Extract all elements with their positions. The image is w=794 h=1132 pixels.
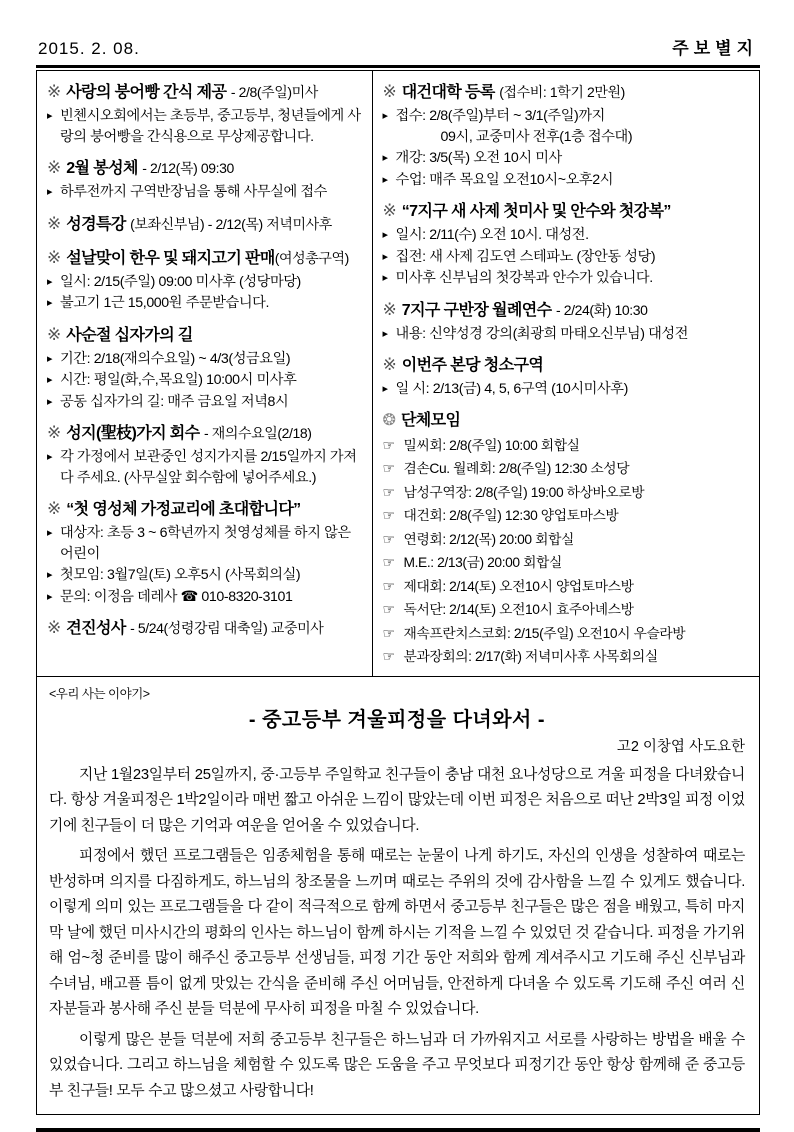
announcement-title: 2월 봉성체 (66, 160, 138, 177)
story-paragraph: 지난 1월23일부터 25일까지, 중·고등부 주일학교 친구들이 충남 대천 요나성당으로 겨울 피정을 다녀왔습니다. 항상 겨울피정은 1박2일이라 매번 짧고 아쉬운 느낌이 많았는데 이번 피정은 처음으로 떠난 2박3일 피정 이었기에 친구들이 더 많은 기억과 여운을 얻어올 수 있었습니다. (49, 766, 745, 834)
triangle-bullet-icon: ▸ (47, 110, 53, 122)
pointing-finger-icon: ☞ (382, 648, 395, 664)
left-column (37, 71, 373, 676)
triangle-bullet-icon: ▸ (382, 110, 388, 122)
story-section (37, 676, 759, 1115)
bullet-text: 빈첸시오회에서는 초등부, 중고등부, 청년들에게 사랑의 붕어빵을 간식용으로 무상제공합니다. (60, 108, 361, 145)
group-meeting-row (383, 599, 749, 621)
announcement-title: 견진성사 (66, 620, 126, 637)
announcement-title: “7지구 새 사제 첫미사 및 안수와 첫강복” (401, 203, 671, 220)
pointing-finger-icon: ☞ (382, 436, 395, 453)
triangle-bullet-icon: ▸ (47, 186, 53, 198)
story-section-tag: <우리 사는 이야기> (49, 686, 150, 701)
triangle-bullet-icon: ▸ (382, 383, 388, 395)
pointing-finger-icon: ☞ (382, 460, 395, 476)
announcement-item (383, 298, 749, 345)
announcement-title: 설날맞이 한우 및 돼지고기 판매 (66, 249, 275, 267)
bullet-text: 시간: 평일(화,수,목요일) 10:00시 미사후 (60, 372, 297, 388)
group-meetings-section (383, 409, 749, 668)
bullet-text: 대상자: 초등 3 ~ 6학년까지 첫영성체를 하지 않은 어린이 (60, 525, 351, 562)
story-title: - 중고등부 겨울피정을 다녀와서 - (248, 708, 546, 731)
triangle-bullet-icon: ▸ (382, 229, 388, 241)
reference-mark-icon: ※ (47, 324, 62, 344)
announcement-detail: - 2/12(목) 09:30 (142, 160, 234, 176)
triangle-bullet-icon: ▸ (47, 352, 53, 365)
triangle-bullet-icon: ▸ (382, 272, 388, 284)
group-meeting-row (383, 482, 749, 504)
group-meeting-row (383, 458, 749, 480)
triangle-bullet-icon: ▸ (382, 152, 388, 164)
reference-mark-icon: ※ (47, 499, 62, 518)
bullet-text: 기간: 2/18(재의수요일) ~ 4/3(성금요일) (60, 350, 291, 367)
story-paragraph: 피정에서 했던 프로그램들은 임종체험을 통해 때로는 눈물이 나게 하기도, 자신의 인생을 성찰하여 때로는 반성하며 의지를 다짐하게도, 하느님의 창조물을 느끼며 때로는 주위의 것에 감사함을 느낄 수 있게도 했습니다. 이렇게 의미 있는 프로그램들을 다 같이 적극적으로 함께 하면서 중고등부 친구들은 많은 점을 배웠고, 특히 마지막 날에 했던 미사시간의 평화의 인사는 하느님이 함께 하시는 기적을 느낄 수 있었던 것 같습니다. 피정을 가기위해 엄~청 준비를 많이 해주신 중고등부 선생님들, 피정 기간 동안 저희와 함께 계셔주시고 기도해 주신 신부님과 수녀님, 배고플 틈이 없게 맛있는 간식을 준비해 주신 어머님들, 안전하게 다녀올 수 있도록 기도해 주신 여러 신자분들과 봉사해 주신 분들 덕분에 무사히 피정을 마칠 수 있었습니다. (49, 848, 745, 1017)
pointing-finger-icon: ☞ (382, 601, 395, 617)
triangle-bullet-icon: ▸ (382, 173, 388, 186)
reference-mark-icon: ※ (47, 423, 62, 442)
pointing-finger-icon: ☞ (382, 530, 395, 547)
triangle-bullet-icon: ▸ (47, 451, 53, 463)
story-paragraph: 이렇게 많은 분들 덕분에 저희 중고등부 친구들은 하느님과 더 가까워지고 서로를 사랑하는 방법을 배울 수 있었습니다. 그리고 하느님을 체험할 수 있도록 많은 도움을 주고 무엇보다 피정기간 동안 항상 함께해 준 중고등부 친구들! 모두 수고 많으셨고 사랑합니다! (49, 1031, 745, 1099)
bullet-text: 하루전까지 구역반장님을 통해 사무실에 접수 (60, 184, 327, 200)
announcement-item (47, 616, 362, 641)
reference-mark-icon: ※ (47, 158, 62, 177)
announcement-detail: - 5/24(성령강림 대축일) 교중미사 (130, 620, 324, 636)
triangle-bullet-icon: ▸ (47, 395, 53, 408)
story-byline: 고2 이창엽 사도요한 (616, 738, 745, 755)
announcement-title: 사랑의 붕어빵 간식 제공 (66, 84, 227, 101)
bullet-text: 일 시: 2/13(금) 4, 5, 6구역 (10시미사후) (395, 381, 628, 397)
announcement-title: 대건대학 등록 (401, 84, 495, 101)
triangle-bullet-icon: ▸ (47, 569, 53, 581)
group-meeting-text: 남성구역장: 2/8(주일) 19:00 하상바오로방 (403, 484, 645, 500)
group-meeting-text: M.E.: 2/13(금) 20:00 회합실 (403, 555, 562, 570)
issue-date: 2015. 2. 08. (38, 39, 140, 58)
bullet-text: 첫모임: 3월7일(토) 오후5시 (사목회의실) (60, 567, 301, 583)
bullet-text: 접수: 2/8(주일)부터 ~ 3/1(주일)까지 (395, 108, 605, 124)
reference-mark-icon: ※ (47, 213, 62, 233)
announcement-item (47, 80, 362, 147)
bullet-text: 집전: 새 사제 김도연 스테파노 (장안동 성당) (395, 248, 656, 265)
bullet-text: 일시: 2/11(수) 오전 10시. 대성전. (395, 227, 589, 243)
radial-burst-icon: ❂ (382, 411, 396, 429)
bulletin-box (36, 70, 760, 1115)
reference-mark-icon: ※ (47, 247, 62, 267)
group-meeting-row (383, 435, 749, 457)
pointing-finger-icon: ☞ (382, 507, 395, 523)
group-meeting-text: 분과장회의: 2/17(화) 저녁미사후 사목회의실 (403, 649, 658, 664)
triangle-bullet-icon: ▸ (47, 374, 53, 386)
announcement-title: 이번주 본당 청소구역 (401, 357, 544, 374)
bullet-continuation: 09시, 교중미사 전후(1층 접수대) (440, 128, 633, 145)
group-meeting-text: 독서단: 2/14(토) 오전10시 효주아녜스방 (403, 602, 634, 617)
announcement-title: 성경특강 (66, 215, 126, 233)
announcement-title: 성지(聖枝)가지 회수 (66, 425, 200, 442)
announcement-title: 사순절 십자가의 길 (66, 326, 193, 344)
announcement-title: 7지구 구반장 월례연수 (401, 301, 552, 319)
bullet-text: 수업: 매주 목요일 오전10시~오후2시 (395, 171, 614, 188)
group-meeting-row (383, 529, 749, 551)
bullet-text: 개강: 3/5(목) 오전 10시 미사 (395, 150, 562, 166)
pointing-finger-icon: ☞ (382, 554, 395, 570)
announcement-detail: (접수비: 1학기 2만원) (499, 84, 625, 100)
reference-mark-icon: ※ (47, 82, 62, 101)
group-meeting-row (383, 505, 749, 527)
pointing-finger-icon: ☞ (382, 483, 395, 500)
bottom-thick-rule (36, 1128, 760, 1132)
announcement-item (383, 199, 749, 289)
bullet-text: 각 가정에서 보관중인 성지가지를 2/15일까지 가져다 주세요. (사무실앞 회수함에 넣어주세요.) (60, 449, 357, 486)
group-meeting-row (383, 552, 749, 574)
announcement-item (47, 497, 362, 607)
top-thick-rule (36, 65, 760, 68)
bullet-text: 일시: 2/15(주일) 09:00 미사후 (성당마당) (60, 273, 301, 290)
announcement-item (47, 421, 362, 488)
announcement-detail: - 2/8(주일)미사 (230, 84, 318, 100)
masthead-title: 주보별지 (672, 39, 758, 58)
group-meetings-title: 단체모임 (400, 411, 461, 429)
bullet-text: 문의: 이정음 데레사 ☎ 010-8320-3101 (60, 588, 293, 605)
announcement-columns (37, 71, 759, 676)
announcement-item (383, 80, 749, 190)
announcement-detail: (보좌신부님) - 2/12(목) 저녁미사후 (130, 215, 332, 232)
reference-mark-icon: ※ (382, 299, 397, 319)
group-meeting-row (383, 646, 749, 668)
reference-mark-icon: ※ (47, 618, 62, 637)
bullet-text: 미사후 신부님의 첫강복과 안수가 있습니다. (395, 270, 653, 286)
triangle-bullet-icon: ▸ (47, 590, 53, 603)
pointing-finger-icon: ☞ (382, 624, 395, 641)
group-meeting-text: 겸손Cu. 월례회: 2/8(주일) 12:30 소성당 (403, 461, 630, 476)
announcement-item (47, 323, 362, 413)
bullet-text: 내용: 신약성경 강의(최광희 마태오신부님) 대성전 (395, 325, 688, 342)
announcement-detail: - 2/24(화) 10:30 (555, 301, 648, 318)
group-meeting-text: 대건회: 2/8(주일) 12:30 양업토마스방 (403, 508, 619, 523)
reference-mark-icon: ※ (382, 201, 397, 220)
group-meeting-text: 재속프란치스코회: 2/15(주일) 오전10시 우슬라방 (403, 625, 686, 641)
group-meeting-text: 연령회: 2/12(목) 20:00 회합실 (403, 531, 574, 547)
triangle-bullet-icon: ▸ (382, 327, 388, 340)
announcement-title: “첫 영성체 가정교리에 초대합니다” (66, 501, 301, 518)
group-meeting-row (383, 623, 749, 645)
pointing-finger-icon: ☞ (382, 577, 395, 594)
page-header (36, 34, 760, 65)
announcement-item (47, 156, 362, 203)
announcement-item (47, 212, 362, 237)
announcement-item (47, 246, 362, 314)
announcement-item (383, 353, 749, 400)
right-column (373, 71, 759, 676)
triangle-bullet-icon: ▸ (47, 527, 53, 539)
triangle-bullet-icon: ▸ (47, 297, 53, 309)
triangle-bullet-icon: ▸ (47, 275, 53, 288)
bullet-text: 불고기 1근 15,000원 주문받습니다. (60, 295, 270, 311)
group-meeting-text: 제대회: 2/14(토) 오전10시 양업토마스방 (403, 578, 634, 594)
reference-mark-icon: ※ (382, 355, 397, 374)
announcement-detail: (여성총구역) (274, 249, 349, 266)
reference-mark-icon: ※ (382, 82, 397, 101)
announcement-detail: - 재의수요일(2/18) (203, 425, 312, 441)
bullet-text: 공동 십자가의 길: 매주 금요일 저녁8시 (60, 393, 289, 410)
triangle-bullet-icon: ▸ (382, 250, 388, 263)
group-meeting-row (383, 576, 749, 598)
group-meeting-text: 밀씨회: 2/8(주일) 10:00 회합실 (403, 437, 580, 453)
